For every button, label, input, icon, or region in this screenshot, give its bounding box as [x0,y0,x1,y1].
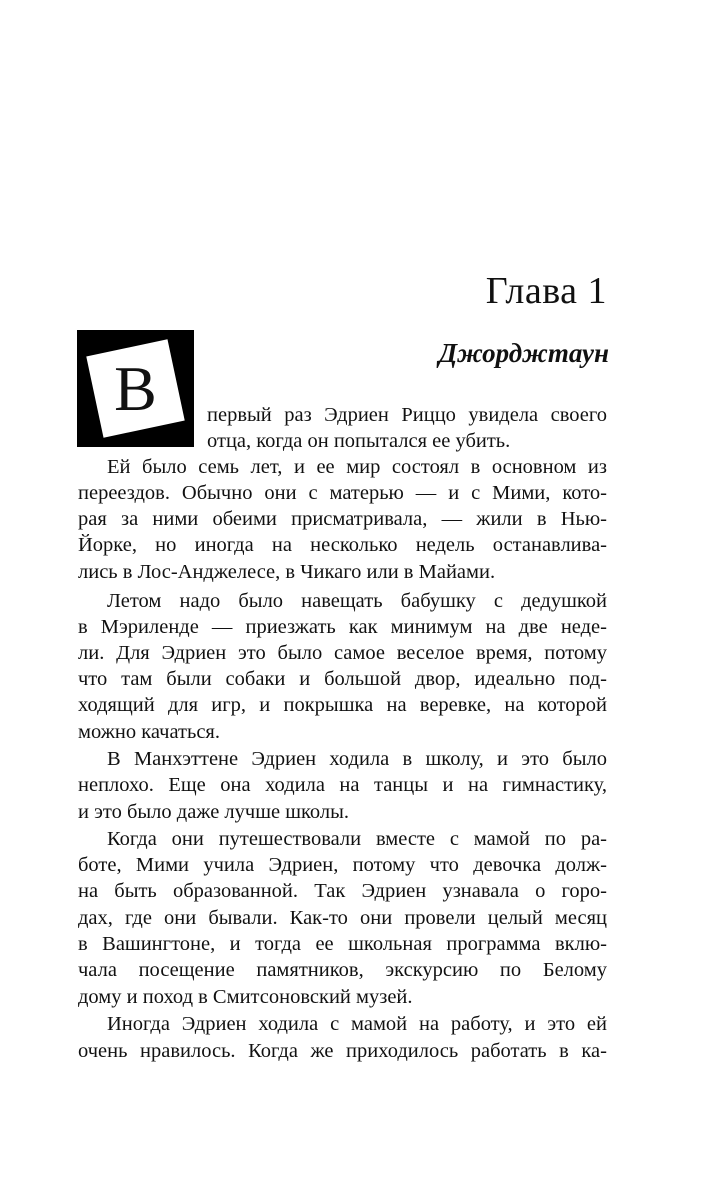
text-line: Ей было семь лет, и ее мир состоял в основном из [107,456,607,478]
text-line: отца, когда он попытался ее убить. [207,430,511,452]
text-line: Летом надо было навещать бабушку с дедушкой [107,590,607,612]
dropcap-letter: В [114,353,157,424]
text-line: в Вашингтоне, и тогда ее школьная программа вклю- [78,933,607,955]
text-line: Иногда Эдриен ходила с мамой на работу, и это ей [107,1013,607,1035]
text-line: очень нравилось. Когда же приходилось работать в ка- [78,1040,607,1062]
text-line: на быть образованной. Так Эдриен узнавала о горо- [78,880,607,902]
text-line: первый раз Эдриен Риццо увидела своего [207,404,607,426]
text-line: В Манхэттене Эдриен ходила в школу, и это было [107,748,607,770]
text-line: в Мэриленде — приезжать как минимум на две неде- [78,616,607,638]
text-line: Когда они путешествовали вместе с мамой по ра- [107,828,607,850]
text-line: боте, Мими учила Эдриен, потому что девочка долж- [78,854,607,876]
chapter-title: Глава 1 [485,270,607,312]
text-line: Йорке, но иногда на несколько недель останавлива- [78,534,607,556]
text-line: что там были собаки и большой двор, идеально под- [78,668,607,690]
text-line: и это было даже лучше школы. [78,801,350,823]
chapter-subtitle: Джорджтаун [438,338,609,368]
text-line: чала посещение памятников, экскурсию по Белому [78,959,607,981]
text-line: можно качаться. [78,721,220,743]
text-line: рая за ними обеими присматривала, — жили в Нью- [78,508,607,530]
text-line: дах, где они бывали. Как-то они провели целый месяц [78,907,607,929]
text-line: переездов. Обычно они с матерью — и с Мими, кото- [78,482,607,504]
text-line: лись в Лос-Анджелесе, в Чикаго или в Майами. [78,561,496,583]
text-line: ходящий для игр, и покрышка на веревке, на которой [78,694,607,716]
text-line: неплохо. Еще она ходила на танцы и на гимнастику, [78,774,607,796]
text-line: дому и поход в Смитсоновский музей. [78,986,413,1008]
text-line: ли. Для Эдриен это было самое веселое время, потому [78,642,607,664]
dropcap-ornament [77,330,194,447]
